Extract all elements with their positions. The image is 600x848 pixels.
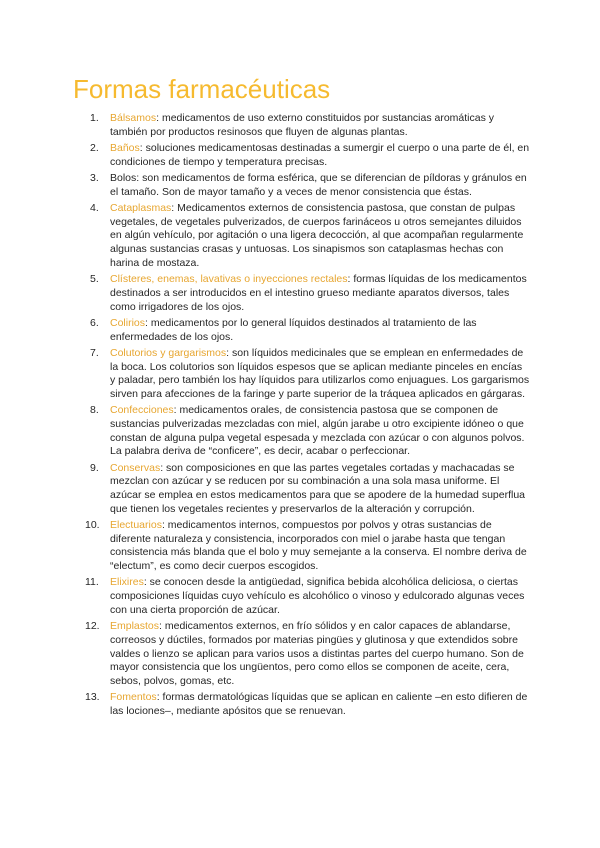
list-item [73,273,530,314]
item-text: : son líquidos medicinales que se emplean en enfermedades de la boca. Los colutorios son líquidos espesos que se aplican mediante pinceles en encías y paladar, pero también los hay líquidos para utilizarlos como enjuagues. Los gargarismos sirven para afecciones de la faringe y parte superior de la tráquea aplicados en gárgaras. [110,346,530,400]
item-term: Emplastos [110,620,160,633]
item-text: : medicamentos internos, compuestos por polvos y otras sustancias de diferente naturaleza y consistencia, incorporados con miel o jarabe hasta que tengan consistencia más blanda que el bolo y muy semejante a la conserva. El nombre deriva de “electum”, es como decir cuerpos escogidos. [110,519,527,573]
list-item [73,519,530,574]
list-item [73,620,530,689]
list-item [73,691,530,718]
list-item [73,576,530,617]
item-text: : medicamentos de uso externo constituidos por sustancias aromáticas y también por productos resinosos que fluyen de algunas plantas. [110,112,495,138]
item-term: Colirios [110,316,146,329]
item-text: : son composiciones en que las partes vegetales cortadas y machacadas se mezclan con azúcar y se reducen por su combinación a una sola masa uniforme. El azúcar se emplea en estos medicamentos para que se apodere de la humedad superflua que tienen los vegetales recientes y preservarlos de la alteración y corrupción. [110,461,526,515]
item-number: 3. [90,172,99,184]
item-number: 9. [90,461,99,474]
item-number: 2. [90,142,99,154]
item-term: Conservas [110,461,161,474]
item-term: Cataplasmas [110,202,172,214]
page-title: Formas farmacéuticas [73,74,331,104]
list-item [73,462,530,517]
list-item [73,347,530,402]
item-term: Baños [110,142,140,154]
item-term: Elixires [110,576,144,589]
item-text: : formas líquidas de los medicamentos destinados a ser introducidos en el intestino grueso mediante aparatos diversos, tales como irrigadores de los ojos. [110,273,527,313]
list-item [73,142,530,169]
list-item [73,172,530,199]
item-number: 11. [85,576,99,589]
item-text: Bolos: son medicamentos de forma esférica, que se diferencian de píldoras y gránulos en el tamaño. Son de mayor tamaño y a veces de menor consistencia que éstas. [110,172,527,198]
item-text: : medicamentos externos, en frío sólidos y en calor capaces de ablandarse, correosos y dúctiles, formados por materias pingües y glutinosa y que extendidos sobre valdes o lienzo se aplican para varios usos a distintas partes del cuerpo humano. Son de mayor consistencia que los ungüentos, pero como ellos se componen de aceite, cera, sebos, polvos, gomas, etc. [110,620,524,687]
item-text: : formas dermatológicas líquidas que se aplican en caliente –en esto difieren de las lociones–, mediante apósitos que se renuevan. [110,691,528,717]
item-text: : se conocen desde la antigüedad, significa bebida alcohólica deliciosa, o ciertas composiciones líquidas cuyo vehículo es alcohólico o vinoso y edulcorado algunas veces con una cierta proporción de azúcar. [110,576,525,616]
list-item [73,317,530,344]
item-number: 1. [90,112,99,124]
item-number: 7. [90,346,99,359]
item-number: 4. [90,202,99,214]
list-item [73,112,530,139]
item-term: Colutorios y gargarismos [110,346,227,359]
item-text: : medicamentos por lo general líquidos destinados al tratamiento de las enfermedades de los ojos. [110,316,477,343]
list-item [73,404,530,459]
item-term: Bálsamos [110,112,157,124]
item-text: : soluciones medicamentosas destinadas a sumergir el cuerpo o una parte de él, en condiciones de tiempo y temperatura precisas. [110,142,530,168]
item-number: 5. [90,273,99,286]
item-term: Fomentos [110,691,157,704]
item-term: Clísteres, enemas, lavativas o inyecciones rectales [110,273,348,286]
forms-list [73,112,530,719]
item-text: : Medicamentos externos de consistencia pastosa, que constan de pulpas vegetales, de vegetales pulverizados, de cuerpos farináceos u otros semejantes diluidos en algún vehículo, por agitación o una ligera decocción, al que acompañan regularmente algunas sustancias crasas y untuosas. Los sinapismos son cataplasmas hechas con harina de mostaza. [110,202,524,269]
item-number: 10. [85,519,100,532]
item-number: 12. [85,620,100,633]
item-number: 13. [85,691,100,704]
list-item [73,202,530,271]
item-text: : medicamentos orales, de consistencia pastosa que se componen de sustancias pulverizadas mezcladas con miel, algún jarabe u otro excipiente idóneo o que constan de alguna pulpa vegetal espesada y mezclada con azúcar o con algunos polvos. La palabra deriva de “conficere”, es decir, acabar o perfeccionar. [110,404,525,458]
item-term: Confecciones [110,404,174,417]
item-term: Electuarios [110,519,162,532]
item-number: 8. [90,404,99,417]
item-number: 6. [90,316,99,329]
